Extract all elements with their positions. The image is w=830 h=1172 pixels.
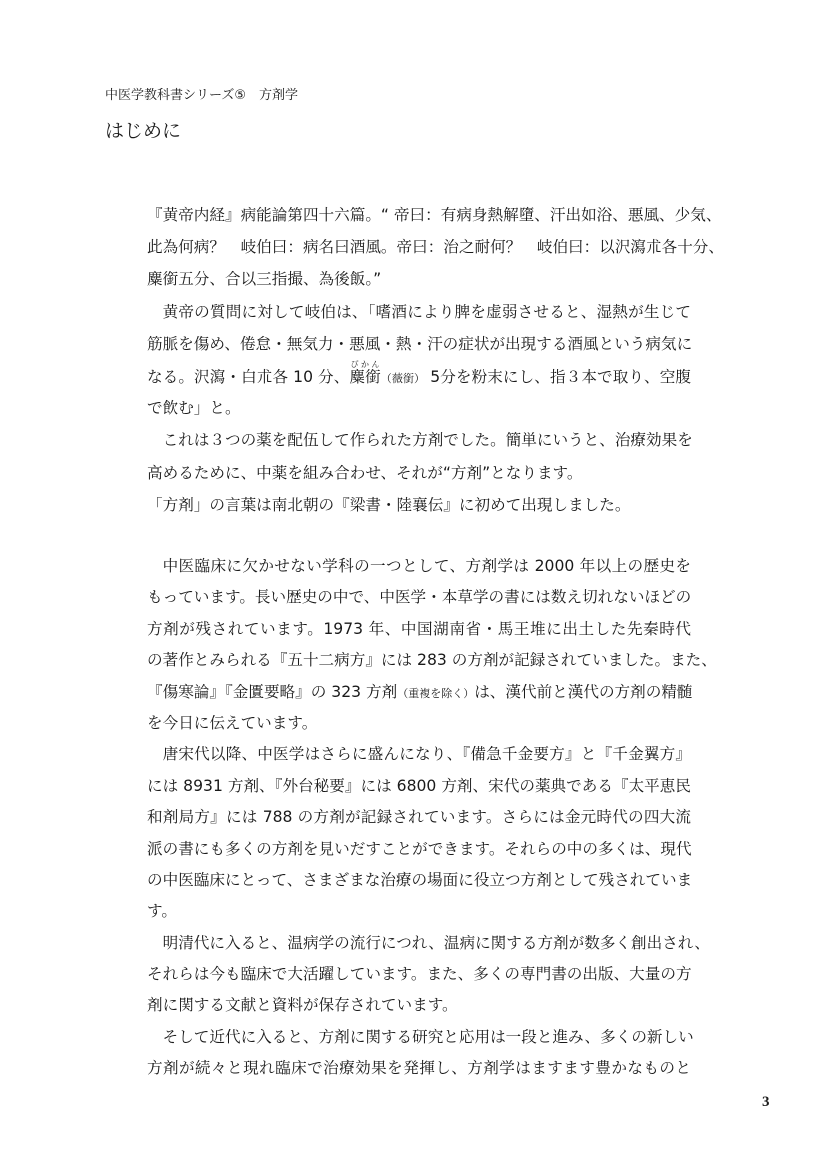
text-line: で飲む」と。	[147, 399, 241, 418]
text-line: そして近代に入ると、方剤に関する研究と応用は一段と進み、多くの新しい	[162, 1027, 694, 1046]
text-segment: 5分を粉末にし、指３本で取り、空腹	[425, 367, 692, 386]
text-segment: は、漢代前と漢代の方剤の精髄	[474, 682, 693, 701]
text-line: 和剤局方』には 788 の方剤が記録されています。さらには金元時代の四大流	[147, 808, 691, 827]
ruby-base: 麋銜	[349, 367, 381, 386]
text-line: それらは今も臨床で大活躍しています。また、多くの専門書の出版、大量の方	[147, 965, 692, 984]
text-line: もっています。長い歴史の中で、中医学・本草学の書には数え切れないほどの	[147, 588, 692, 607]
text-line: 方剤が残されています。1973 年、中国湖南省・馬王堆に出土した先秦時代	[147, 619, 691, 638]
text-line: の著作とみられる『五十二病方』には 283 の方剤が記録されていました。また、	[147, 651, 717, 670]
paragraph-block-classical-quote	[147, 199, 724, 521]
parenthetical-note: （薇銜）	[380, 371, 426, 385]
text-line: 「方剤」の言葉は南北朝の『梁書・陸襄伝』に初めて出現しました。	[147, 495, 631, 514]
ruby-annotated-term	[349, 359, 381, 386]
page-title: はじめに	[105, 120, 182, 142]
text-line: 派の書にも多くの方剤を見いだすことができます。それらの中の多くは、現代	[147, 839, 692, 858]
text-line	[147, 360, 691, 392]
text-line: す。	[147, 902, 177, 921]
text-line	[147, 677, 691, 708]
text-line: これは３つの薬を配伍して作られた方剤でした。簡単にいうと、治療効果を	[162, 431, 693, 450]
text-line: 唐宋代以降、中医学はさらに盛んになり、『備急千金要方』と『千金翼方』	[162, 745, 691, 764]
text-line: を今日に伝えています。	[147, 713, 318, 732]
text-line: 明清代に入ると、温病学の流行につれ、温病に関する方剤が数多く創出され、	[162, 933, 710, 952]
text-line: 黄帝の質問に対して岐伯は、「嗜酒により脾を虚弱させると、湿熱が生じて	[162, 302, 691, 321]
page-number: 3	[762, 1094, 770, 1110]
text-line: の中医臨床にとって、さまざまな治療の場面に役立つ方剤として残されていま	[147, 870, 693, 889]
parenthetical-note: （重複を除く）	[397, 686, 475, 700]
text-line: 剤に関する文献と資料が保存されています。	[147, 996, 458, 1015]
text-line: 高めるために、中薬を組み合わせ、それが“方剤”となります。	[147, 463, 583, 482]
ruby-reading: びかん	[349, 359, 381, 369]
text-line: 中医臨床に欠かせない学科の一つとして、方剤学は 2000 年以上の歴史を	[162, 557, 691, 575]
text-segment: 『傷寒論』『金匱要略』の 323 方剤	[147, 682, 398, 701]
paragraph-block-history	[147, 551, 717, 1085]
text-segment: なる。沢瀉・白朮各 10 分、	[147, 367, 350, 386]
text-line: 麋銜五分、合以三指撮、為後飯。”	[147, 270, 382, 289]
book-series-header: 中医学教科書シリーズ⑤ 方剤学	[105, 88, 299, 103]
text-line: 方剤が続々と現れ臨床で治療効果を発揮し、方剤学はますます豊かなものと	[147, 1059, 691, 1078]
text-line: には 8931 方剤、『外台秘要』には 6800 方剤、宋代の薬典である『太平恵民	[147, 776, 691, 795]
text-line: 『黄帝内経』病能論第四十六篇。“ 帝曰：有病身熱解墮、汗出如浴、悪風、少気、	[147, 206, 722, 224]
text-line: 此為何病？ 岐伯曰：病名曰酒風。帝曰：治之耐何？ 岐伯曰：以沢瀉朮各十分、	[147, 238, 724, 257]
text-line: 筋脈を傷め、倦怠・無気力・悪風・熱・汗の症状が出現する酒風という病気に	[147, 334, 693, 353]
